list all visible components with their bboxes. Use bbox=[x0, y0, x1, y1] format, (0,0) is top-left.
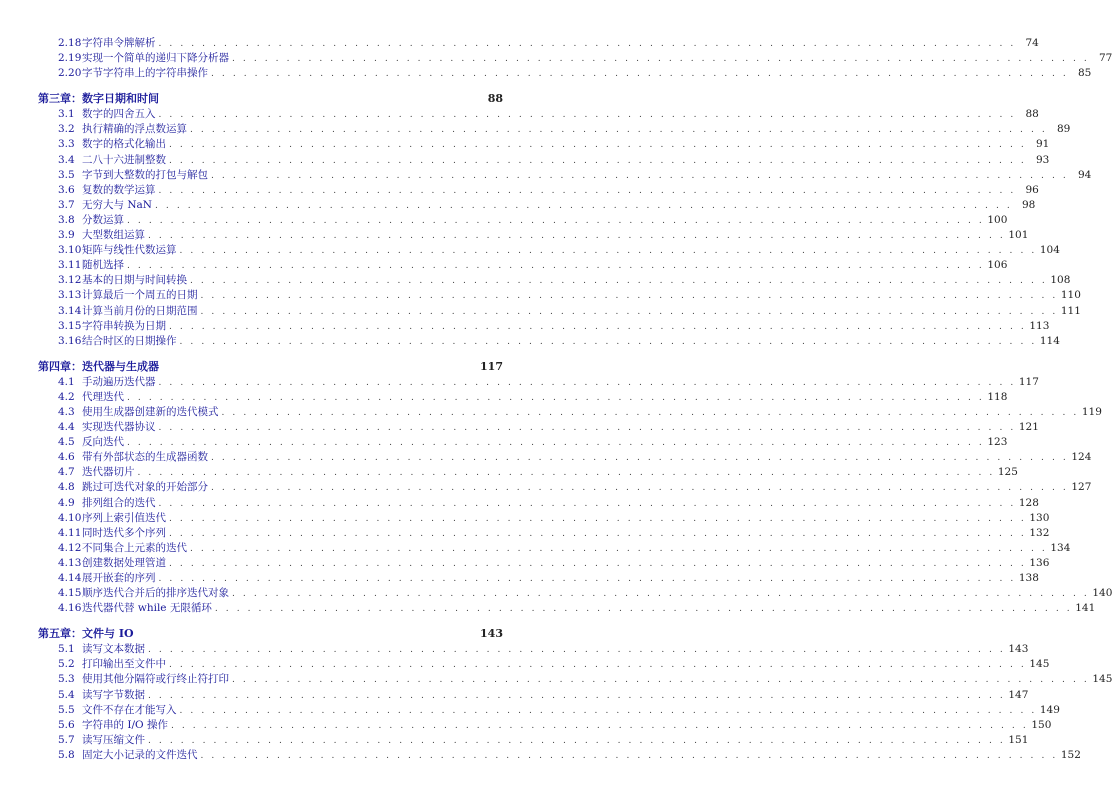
section-title[interactable]: 大型数组运算 bbox=[82, 229, 145, 242]
section-number: 4.12 bbox=[58, 541, 82, 554]
section-title[interactable]: 打印输出至文件中 bbox=[82, 658, 166, 671]
toc-entry[interactable] bbox=[38, 334, 1060, 349]
page-number: 121 bbox=[1018, 421, 1039, 434]
dot-leader: . . . . . . . . . . . . . . . . . . . . . . . . . . . . . . . . . . . . . . . . . . . . . . . . . . . . . . . . . . . . . . . . . . . . . . . . . . . . . . . bbox=[127, 261, 985, 272]
section-number: 3.3 bbox=[58, 138, 75, 151]
page-number: 89 bbox=[1056, 123, 1071, 136]
section-title[interactable]: 迭代器切片 bbox=[82, 466, 135, 479]
chapter-title[interactable]: 第五章：文件与 IO bbox=[38, 627, 134, 641]
section-number: 3.2 bbox=[58, 123, 75, 136]
section-title[interactable]: 迭代器代替 while 无限循环 bbox=[82, 602, 212, 615]
page-number: 104 bbox=[1039, 244, 1060, 257]
section-number: 2.19 bbox=[58, 52, 82, 65]
dot-leader: . . . . . . . . . . . . . . . . . . . . . . . . . . . . . . . . . . . . . . . . . . . . . . . . . . . . . . . . . . . . . . . . . . . . . . . . . . . . . . . bbox=[158, 423, 1016, 434]
toc-entry[interactable] bbox=[38, 642, 1029, 657]
section-title[interactable]: 读写字节数据 bbox=[82, 688, 145, 701]
dot-leader: . . . . . . . . . . . . . . . . . . . . . . . . . . . . . . . . . . . . . . . . . . . . . . . . . . . . . . . . . . . . . . . . . . . . . . . . . . . . . . . bbox=[169, 660, 1027, 671]
section-number: 3.16 bbox=[58, 334, 82, 347]
section-number: 3.10 bbox=[58, 244, 82, 257]
page-number: 91 bbox=[1035, 138, 1050, 151]
section-title[interactable]: 反向迭代 bbox=[82, 436, 124, 449]
section-title[interactable]: 无穷大与 NaN bbox=[82, 198, 152, 211]
toc-entry[interactable] bbox=[38, 657, 1050, 672]
section-number: 5.6 bbox=[58, 718, 75, 731]
dot-leader: . . . . . . . . . . . . . . . . . . . . . . . . . . . . . . . . . . . . . . . . . . . . . . . . . . . . . . . . . . . . . . . . . . . . . . . . . . . . . . . bbox=[158, 110, 1016, 121]
page-number: 151 bbox=[1008, 733, 1029, 746]
page-number: 124 bbox=[1071, 451, 1092, 464]
toc-entry[interactable] bbox=[38, 465, 1018, 480]
section-title[interactable]: 跳过可迭代对象的开始部分 bbox=[82, 481, 208, 494]
toc-entry[interactable] bbox=[38, 390, 1008, 405]
page-number: 85 bbox=[1077, 67, 1092, 80]
section-number: 4.10 bbox=[58, 511, 82, 524]
page-number: 136 bbox=[1029, 556, 1050, 569]
section-title[interactable]: 二八十六进制整数 bbox=[82, 153, 166, 166]
toc-entry[interactable] bbox=[38, 480, 1092, 495]
page-number: 117 bbox=[480, 359, 503, 373]
toc-entry[interactable] bbox=[38, 420, 1039, 435]
dot-leader: . . . . . . . . . . . . . . . . . . . . . . . . . . . . . . . . . . . . . . . . . . . . . . . . . . . . . . . . . . . . . . . . . . . . . . . . . . . . . . . bbox=[127, 215, 985, 226]
toc-entry[interactable] bbox=[38, 571, 1039, 586]
toc-entry[interactable] bbox=[38, 36, 1039, 51]
dot-leader: . . . . . . . . . . . . . . . . . . . . . . . . . . . . . . . . . . . . . . . . . . . . . . . . . . . . . . . . . . . . . . . . . . . . . . . . . . . . . . . bbox=[190, 125, 1048, 136]
page-number: 145 bbox=[1029, 658, 1050, 671]
section-title[interactable]: 排列组合的迭代 bbox=[82, 496, 156, 509]
page-number: 152 bbox=[1060, 748, 1081, 761]
dot-leader: . . . . . . . . . . . . . . . . . . . . . . . . . . . . . . . . . . . . . . . . . . . . . . . . . . . . . . . . . . . . . . . . . . . . . . . . . . . . . . . bbox=[158, 377, 1016, 388]
dot-leader: . . . . . . . . . . . . . . . . . . . . . . . . . . . . . . . . . . . . . . . . . . . . . . . . . . . . . . . . . . . . . . . . . . . . . . . . . . . . . . . bbox=[211, 170, 1069, 181]
section-number: 4.5 bbox=[58, 436, 75, 449]
section-number: 4.16 bbox=[58, 602, 82, 615]
section-title[interactable]: 分数运算 bbox=[82, 213, 124, 226]
toc-entry[interactable] bbox=[38, 435, 1008, 450]
page-number: 143 bbox=[1008, 643, 1029, 656]
dot-leader: . . . . . . . . . . . . . . . . . . . . . . . . . . . . . . . . . . . . . . . . . . . . . . . . . . . . . . . . . . . . . . . . . . . . . . . . . . . . . . . bbox=[190, 276, 1048, 287]
page-number: 150 bbox=[1031, 718, 1052, 731]
page-number: 130 bbox=[1029, 511, 1050, 524]
section-number: 4.6 bbox=[58, 451, 75, 464]
dot-leader: . . . . . . . . . . . . . . . . . . . . . . . . . . . . . . . . . . . . . . . . . . . . . . . . . . . . . . . . . . . . . . . . . . . . . . . . . . . . . . . bbox=[148, 735, 1006, 746]
section-number: 4.1 bbox=[58, 375, 75, 388]
page-number: 108 bbox=[1050, 274, 1071, 287]
page-number: 110 bbox=[1060, 289, 1081, 302]
section-number: 3.11 bbox=[58, 259, 82, 272]
section-title[interactable]: 计算最后一个周五的日期 bbox=[82, 289, 198, 302]
section-title[interactable]: 读写文本数据 bbox=[82, 643, 145, 656]
toc-entry[interactable] bbox=[38, 304, 1081, 319]
page-number: 132 bbox=[1029, 526, 1050, 539]
page-number: 88 bbox=[1025, 108, 1039, 121]
section-title[interactable]: 字符串转换为日期 bbox=[82, 319, 166, 332]
dot-leader: . . . . . . . . . . . . . . . . . . . . . . . . . . . . . . . . . . . . . . . . . . . . . . . . . . . . . . . . . . . . . . . . . . . . . . . . . . . . . . . bbox=[179, 705, 1037, 716]
toc-entry[interactable] bbox=[38, 107, 1039, 122]
page-number: 113 bbox=[1029, 319, 1050, 332]
dot-leader: . . . . . . . . . . . . . . . . . . . . . . . . . . . . . . . . . . . . . . . . . . . . . . . . . . . . . . . . . . . . . . . . . . . . . . . . . . . . . . . bbox=[127, 392, 985, 403]
page-number: 128 bbox=[1018, 496, 1039, 509]
dot-leader: . . . . . . . . . . . . . . . . . . . . . . . . . . . . . . . . . . . . . . . . . . . . . . . . . . . . . . . . . . . . . . . . . . . . . . . . . . . . . . . bbox=[169, 140, 1027, 151]
section-title[interactable]: 字符串令牌解析 bbox=[82, 37, 156, 49]
page-number: 149 bbox=[1039, 703, 1060, 716]
page-number: 106 bbox=[987, 259, 1008, 272]
dot-leader: . . . . . . . . . . . . . . . . . . . . . . . . . . . . . . . . . . . . . . . . . . . . . . . . . . . . . . . . . . . . . . . . . . . . . . . . . . . . . . . bbox=[158, 574, 1016, 584]
section-number: 3.9 bbox=[58, 229, 75, 242]
section-title[interactable]: 数字的四舍五入 bbox=[82, 108, 156, 121]
toc-entry[interactable] bbox=[38, 511, 1050, 526]
dot-leader: . . . . . . . . . . . . . . . . . . . . . . . . . . . . . . . . . . . . . . . . . . . . . . . . . . . . . . . . . . . . . . . . . . . . . . . . . . . . . . . bbox=[170, 720, 1029, 731]
toc-entry[interactable] bbox=[38, 718, 1052, 733]
page-number: 111 bbox=[1060, 304, 1081, 317]
section-title[interactable]: 读写压缩文件 bbox=[82, 733, 145, 746]
toc-entry[interactable] bbox=[38, 228, 1029, 243]
section-title[interactable]: 代理迭代 bbox=[82, 390, 124, 403]
dot-leader: . . . . . . . . . . . . . . . . . . . . . . . . . . . . . . . . . . . . . . . . . . . . . . . . . . . . . . . . . . . . . . . . . . . . . . . . . . . . . . . bbox=[232, 589, 1090, 600]
page-number: 88 bbox=[487, 92, 503, 106]
section-title[interactable]: 实现迭代器协议 bbox=[82, 421, 156, 434]
chapter-heading[interactable] bbox=[38, 91, 503, 107]
page-number: 114 bbox=[1039, 334, 1060, 347]
dot-leader: . . . . . . . . . . . . . . . . . . . . . . . . . . . . . . . . . . . . . . . . . . . . . . . . . . . . . . . . . . . . . . . . . . . . . . . . . . . . . . . bbox=[221, 407, 1079, 418]
section-number: 5.8 bbox=[58, 748, 75, 761]
section-number: 3.15 bbox=[58, 319, 82, 332]
section-number: 3.6 bbox=[58, 183, 75, 196]
section-number: 5.3 bbox=[58, 673, 75, 686]
section-number: 4.15 bbox=[58, 587, 82, 600]
toc-entry[interactable] bbox=[38, 586, 1112, 601]
section-number: 5.5 bbox=[58, 703, 75, 716]
toc-entry[interactable] bbox=[38, 703, 1060, 718]
page-number: 141 bbox=[1075, 602, 1096, 615]
page-number: 93 bbox=[1035, 153, 1050, 166]
section-title[interactable]: 顺序迭代合并后的排序迭代对象 bbox=[82, 587, 229, 600]
section-number: 4.8 bbox=[58, 481, 75, 494]
page-number: 118 bbox=[987, 390, 1008, 403]
toc-entry[interactable] bbox=[38, 748, 1081, 763]
toc-entry[interactable] bbox=[38, 405, 1102, 420]
page-number: 96 bbox=[1025, 183, 1039, 196]
dot-leader: . . . . . . . . . . . . . . . . . . . . . . . . . . . . . . . . . . . . . . . . . . . . . . . . . . . . . . . . . . . . . . . . . . . . . . . . . . . . . . . bbox=[169, 321, 1027, 332]
chapter-title[interactable]: 第四章：迭代器与生成器 bbox=[38, 359, 159, 373]
dot-leader: . . . . . . . . . . . . . . . . . . . . . . . . . . . . . . . . . . . . . . . . . . . . . . . . . . . . . . . . . . . . . . . . . . . . . . . . . . . . . . . bbox=[148, 645, 1006, 656]
section-title[interactable]: 带有外部状态的生成器函数 bbox=[82, 451, 208, 464]
section-title[interactable]: 使用生成器创建新的迭代模式 bbox=[82, 405, 219, 418]
section-title[interactable]: 固定大小记录的文件迭代 bbox=[82, 748, 198, 761]
chapter-heading[interactable] bbox=[38, 626, 503, 642]
page-number: 119 bbox=[1081, 405, 1102, 418]
dot-leader: . . . . . . . . . . . . . . . . . . . . . . . . . . . . . . . . . . . . . . . . . . . . . . . . . . . . . . . . . . . . . . . . . . . . . . . . . . . . . . . bbox=[169, 155, 1027, 166]
dot-leader: . . . . . . . . . . . . . . . . . . . . . . . . . . . . . . . . . . . . . . . . . . . . . . . . . . . . . . . . . . . . . . . . . . . . . . . . . . . . . . . bbox=[169, 558, 1027, 569]
section-number: 4.2 bbox=[58, 390, 75, 403]
toc-entry[interactable] bbox=[38, 288, 1081, 303]
page-number: 117 bbox=[1018, 375, 1039, 388]
page-number: 94 bbox=[1077, 168, 1092, 181]
page-number: 74 bbox=[1025, 37, 1039, 49]
section-number: 4.9 bbox=[58, 496, 75, 509]
dot-leader: . . . . . . . . . . . . . . . . . . . . . . . . . . . . . . . . . . . . . . . . . . . . . . . . . . . . . . . . . . . . . . . . . . . . . . . . . . . . . . . bbox=[154, 200, 1013, 211]
chapter-title[interactable]: 第三章：数字日期和时间 bbox=[38, 92, 159, 106]
dot-leader: . . . . . . . . . . . . . . . . . . . . . . . . . . . . . . . . . . . . . . . . . . . . . . . . . . . . . . . . . . . . . . . . . . . . . . . . . . . . . . . bbox=[200, 291, 1058, 302]
toc-entry[interactable] bbox=[38, 183, 1039, 198]
section-number: 4.13 bbox=[58, 556, 82, 569]
dot-leader: . . . . . . . . . . . . . . . . . . . . . . . . . . . . . . . . . . . . . . . . . . . . . . . . . . . . . . . . . . . . . . . . . . . . . . . . . . . . . . . bbox=[158, 498, 1016, 509]
dot-leader: . . . . . . . . . . . . . . . . . . . . . . . . . . . . . . . . . . . . . . . . . . . . . . . . . . . . . . . . . . . . . . . . . . . . . . . . . . . . . . . bbox=[200, 306, 1058, 317]
page-number: 127 bbox=[1071, 481, 1092, 494]
page-number: 98 bbox=[1021, 198, 1036, 211]
dot-leader: . . . . . . . . . . . . . . . . . . . . . . . . . . . . . . . . . . . . . . . . . . . . . . . . . . . . . . . . . . . . . . . . . . . . . . . . . . . . . . . bbox=[179, 246, 1037, 257]
dot-leader: . . . . . . . . . . . . . . . . . . . . . . . . . . . . . . . . . . . . . . . . . . . . . . . . . . . . . . . . . . . . . . . . . . . . . . . . . . . . . . . bbox=[190, 543, 1048, 554]
page-number: 134 bbox=[1050, 541, 1071, 554]
toc-entry[interactable] bbox=[38, 375, 1039, 390]
dot-leader: . . . . . . . . . . . . . . . . . . . . . . . . . . . . . . . . . . . . . . . . . . . . . . . . . . . . . . . . . . . . . . . . . . . . . . . . . . . . . . . bbox=[211, 69, 1069, 80]
dot-leader: . . . . . . . . . . . . . . . . . . . . . . . . . . . . . . . . . . . . . . . . . . . . . . . . . . . . . . . . . . . . . . . . . . . . . . . . . . . . . . . bbox=[232, 54, 1090, 65]
section-title[interactable]: 展开嵌套的序列 bbox=[82, 572, 156, 584]
page-number: 145 bbox=[1092, 673, 1112, 686]
toc-entry[interactable] bbox=[38, 198, 1036, 213]
section-number: 4.7 bbox=[58, 466, 75, 479]
dot-leader: . . . . . . . . . . . . . . . . . . . . . . . . . . . . . . . . . . . . . . . . . . . . . . . . . . . . . . . . . . . . . . . . . . . . . . . . . . . . . . . bbox=[158, 185, 1016, 196]
toc-entry[interactable] bbox=[38, 496, 1039, 511]
section-number: 3.8 bbox=[58, 213, 75, 226]
section-number: 3.12 bbox=[58, 274, 82, 287]
section-title[interactable]: 同时迭代多个序列 bbox=[82, 526, 166, 539]
page-number: 101 bbox=[1008, 229, 1029, 242]
dot-leader: . . . . . . . . . . . . . . . . . . . . . . . . . . . . . . . . . . . . . . . . . . . . . . . . . . . . . . . . . . . . . . . . . . . . . . . . . . . . . . . bbox=[211, 483, 1069, 494]
section-title[interactable]: 不同集合上元素的迭代 bbox=[82, 541, 187, 554]
section-number: 2.18 bbox=[58, 37, 82, 49]
page-number: 77 bbox=[1098, 52, 1112, 65]
section-number: 3.14 bbox=[58, 304, 82, 317]
toc-entry[interactable] bbox=[38, 213, 1008, 228]
section-title[interactable]: 基本的日期与时间转换 bbox=[82, 274, 187, 287]
toc-entry[interactable] bbox=[38, 450, 1092, 465]
section-title[interactable]: 手动遍历迭代器 bbox=[82, 375, 156, 388]
section-number: 5.1 bbox=[58, 643, 75, 656]
page-number: 125 bbox=[997, 466, 1018, 479]
page-number: 140 bbox=[1092, 587, 1112, 600]
dot-leader: . . . . . . . . . . . . . . . . . . . . . . . . . . . . . . . . . . . . . . . . . . . . . . . . . . . . . . . . . . . . . . . . . . . . . . . . . . . . . . . bbox=[148, 690, 1006, 701]
section-number: 3.5 bbox=[58, 168, 75, 181]
section-number: 4.11 bbox=[58, 526, 82, 539]
section-number: 3.4 bbox=[58, 153, 75, 166]
section-title[interactable]: 序列上索引值迭代 bbox=[82, 511, 166, 524]
section-title[interactable]: 实现一个简单的递归下降分析器 bbox=[82, 52, 229, 65]
dot-leader: . . . . . . . . . . . . . . . . . . . . . . . . . . . . . . . . . . . . . . . . . . . . . . . . . . . . . . . . . . . . . . . . . . . . . . . . . . . . . . . bbox=[148, 231, 1006, 242]
page-number: 123 bbox=[987, 436, 1008, 449]
page-number: 147 bbox=[1008, 688, 1029, 701]
section-number: 4.14 bbox=[58, 572, 82, 584]
section-title[interactable]: 使用其他分隔符或行终止符打印 bbox=[82, 673, 229, 686]
toc-entry[interactable] bbox=[38, 51, 1112, 66]
toc-entry[interactable] bbox=[38, 243, 1060, 258]
toc-entry[interactable] bbox=[38, 556, 1050, 571]
page-number: 100 bbox=[987, 213, 1008, 226]
toc-entry[interactable] bbox=[38, 541, 1071, 556]
section-title[interactable]: 结合时区的日期操作 bbox=[82, 334, 177, 347]
section-number: 5.2 bbox=[58, 658, 75, 671]
dot-leader: . . . . . . . . . . . . . . . . . . . . . . . . . . . . . . . . . . . . . . . . . . . . . . . . . . . . . . . . . . . . . . . . . . . . . . . . . . . . . . . bbox=[158, 39, 1016, 49]
toc-entry[interactable] bbox=[38, 672, 1112, 687]
section-number: 4.4 bbox=[58, 421, 75, 434]
dot-leader: . . . . . . . . . . . . . . . . . . . . . . . . . . . . . . . . . . . . . . . . . . . . . . . . . . . . . . . . . . . . . . . . . . . . . . . . . . . . . . . bbox=[214, 604, 1073, 615]
toc-entry[interactable] bbox=[38, 733, 1029, 748]
toc-entry[interactable] bbox=[38, 601, 1096, 616]
toc-entry[interactable] bbox=[38, 688, 1029, 703]
toc-entry[interactable] bbox=[38, 153, 1050, 168]
section-title[interactable]: 复数的数学运算 bbox=[82, 183, 156, 196]
chapter-heading[interactable] bbox=[38, 359, 503, 375]
toc-entry[interactable] bbox=[38, 273, 1071, 288]
section-number: 2.20 bbox=[58, 67, 82, 80]
dot-leader: . . . . . . . . . . . . . . . . . . . . . . . . . . . . . . . . . . . . . . . . . . . . . . . . . . . . . . . . . . . . . . . . . . . . . . . . . . . . . . . bbox=[232, 675, 1090, 686]
dot-leader: . . . . . . . . . . . . . . . . . . . . . . . . . . . . . . . . . . . . . . . . . . . . . . . . . . . . . . . . . . . . . . . . . . . . . . . . . . . . . . . bbox=[179, 336, 1037, 347]
dot-leader: . . . . . . . . . . . . . . . . . . . . . . . . . . . . . . . . . . . . . . . . . . . . . . . . . . . . . . . . . . . . . . . . . . . . . . . . . . . . . . . bbox=[169, 513, 1027, 524]
page-number: 143 bbox=[480, 627, 503, 641]
section-title[interactable]: 矩阵与线性代数运算 bbox=[82, 244, 177, 257]
toc-entry[interactable] bbox=[38, 319, 1050, 334]
toc-entry[interactable] bbox=[38, 258, 1008, 273]
section-title[interactable]: 数字的格式化输出 bbox=[82, 138, 166, 151]
section-title[interactable]: 文件不存在才能写入 bbox=[82, 703, 177, 716]
toc-entry[interactable] bbox=[38, 526, 1050, 541]
section-title[interactable]: 随机选择 bbox=[82, 259, 124, 272]
page-number: 138 bbox=[1018, 572, 1039, 584]
table-of-contents bbox=[38, 36, 1112, 763]
section-title[interactable]: 创建数据处理管道 bbox=[82, 556, 166, 569]
section-number: 3.13 bbox=[58, 289, 82, 302]
section-title[interactable]: 执行精确的浮点数运算 bbox=[82, 123, 187, 136]
section-number: 3.1 bbox=[58, 108, 75, 121]
dot-leader: . . . . . . . . . . . . . . . . . . . . . . . . . . . . . . . . . . . . . . . . . . . . . . . . . . . . . . . . . . . . . . . . . . . . . . . . . . . . . . . bbox=[137, 468, 995, 479]
section-number: 3.7 bbox=[58, 198, 75, 211]
toc-entry[interactable] bbox=[38, 66, 1092, 81]
section-title[interactable]: 字节到大整数的打包与解包 bbox=[82, 168, 208, 181]
section-title[interactable]: 字符串的 I/O 操作 bbox=[82, 718, 168, 731]
toc-entry[interactable] bbox=[38, 122, 1071, 137]
dot-leader: . . . . . . . . . . . . . . . . . . . . . . . . . . . . . . . . . . . . . . . . . . . . . . . . . . . . . . . . . . . . . . . . . . . . . . . . . . . . . . . bbox=[127, 438, 985, 449]
section-number: 4.3 bbox=[58, 405, 75, 418]
section-number: 5.7 bbox=[58, 733, 75, 746]
section-title[interactable]: 计算当前月份的日期范围 bbox=[82, 304, 198, 317]
dot-leader: . . . . . . . . . . . . . . . . . . . . . . . . . . . . . . . . . . . . . . . . . . . . . . . . . . . . . . . . . . . . . . . . . . . . . . . . . . . . . . . bbox=[211, 453, 1069, 464]
dot-leader: . . . . . . . . . . . . . . . . . . . . . . . . . . . . . . . . . . . . . . . . . . . . . . . . . . . . . . . . . . . . . . . . . . . . . . . . . . . . . . . bbox=[169, 528, 1027, 539]
dot-leader: . . . . . . . . . . . . . . . . . . . . . . . . . . . . . . . . . . . . . . . . . . . . . . . . . . . . . . . . . . . . . . . . . . . . . . . . . . . . . . . bbox=[200, 750, 1058, 761]
section-title[interactable]: 字节字符串上的字符串操作 bbox=[82, 67, 208, 80]
toc-entry[interactable] bbox=[38, 168, 1092, 183]
section-number: 5.4 bbox=[58, 688, 75, 701]
toc-entry[interactable] bbox=[38, 137, 1050, 152]
